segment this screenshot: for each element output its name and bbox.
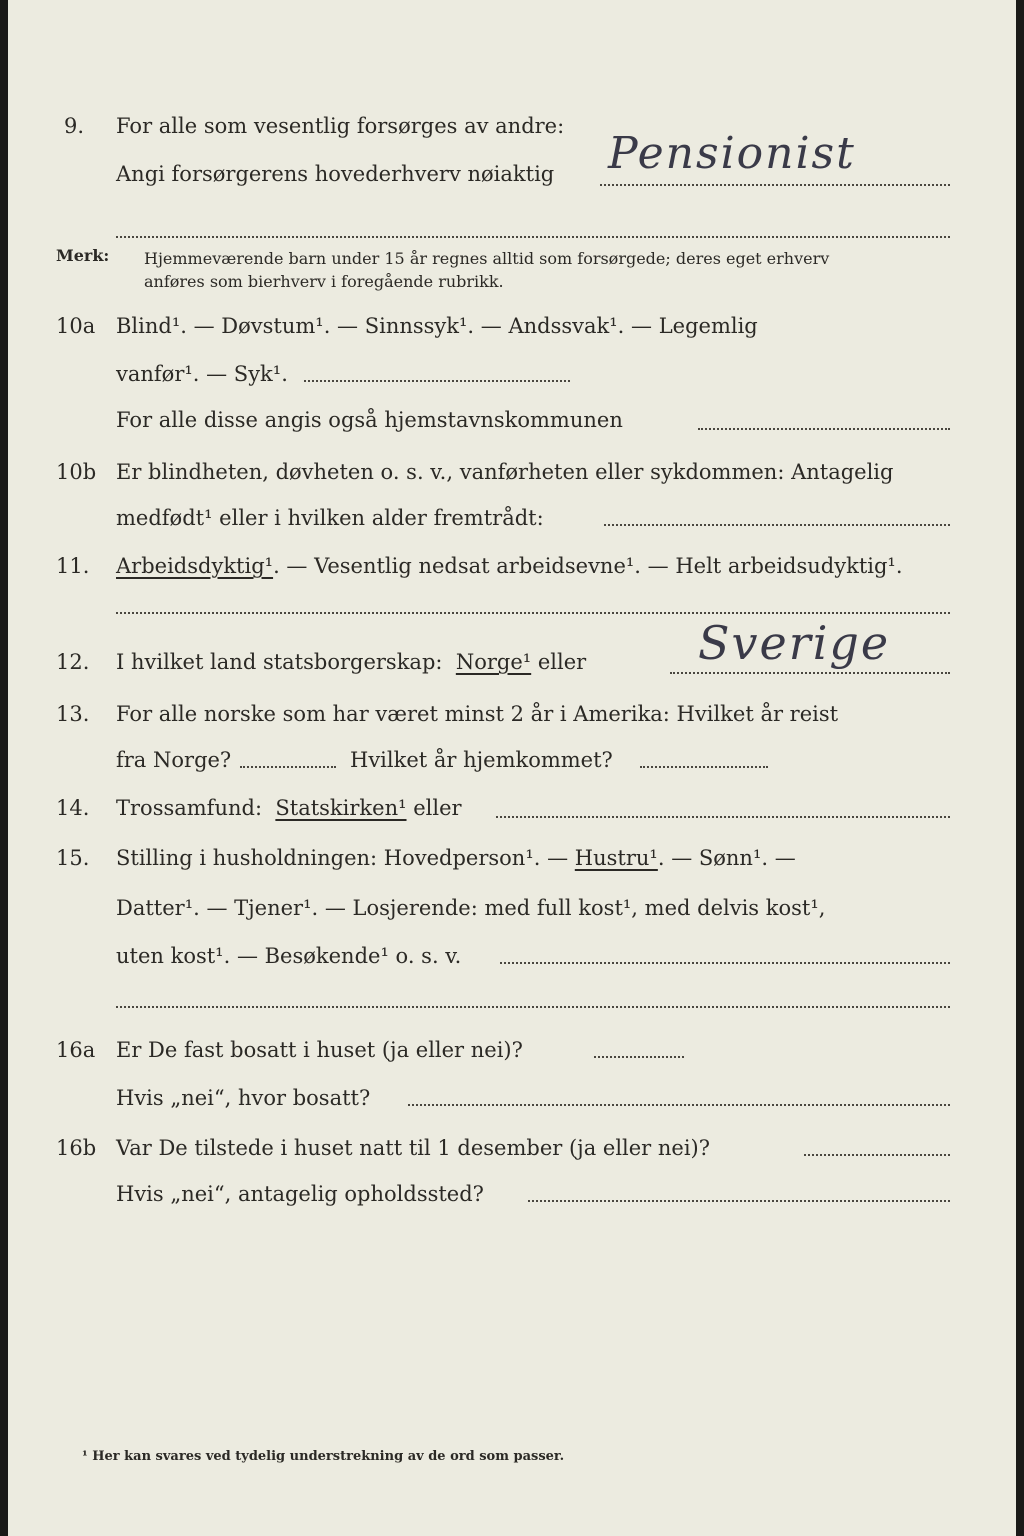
q16a-number: 16a: [56, 1038, 96, 1062]
q13-line2b: Hvilket år hjemkommet?: [350, 748, 613, 772]
q16b-line2-blank: [528, 1200, 950, 1202]
q12-question: I hvilket land statsborgerskap:: [116, 650, 443, 674]
footnote: ¹ Her kan svares ved tydelig understrekning av de ord som passer.: [82, 1449, 565, 1464]
merk-label: Merk:: [56, 246, 110, 265]
q14-text: [116, 798, 462, 819]
q9-line2: Angi forsørgerens hovederhverv nøiaktig: [116, 162, 555, 186]
q16b-line1: Var De tilstede i huset natt til 1 desember (ja eller nei)?: [116, 1136, 711, 1160]
q12-underlined-option: Norge¹: [455, 650, 532, 674]
q10b-blank: [604, 524, 950, 526]
q9-answer-line: [600, 184, 950, 186]
merk-line2: anføres som bierhverv i foregående rubrikk.: [144, 272, 504, 291]
q10a-line3-blank: [698, 428, 950, 430]
q15-number: 15.: [56, 846, 90, 870]
q11-blank-line: [116, 612, 950, 614]
q10b-number: 10b: [56, 460, 97, 484]
q9-blank-line: [116, 236, 950, 238]
q9-number: 9.: [64, 114, 85, 138]
q15-line1b: . — Sønn¹. —: [657, 846, 796, 870]
q11-number: 11.: [56, 554, 90, 578]
q14-question: Trossamfund:: [116, 796, 263, 820]
q15-blank: [500, 962, 950, 964]
q14-after: eller: [413, 796, 462, 820]
q13-line1: For alle norske som har været minst 2 år i Amerika: Hvilket år reist: [116, 702, 839, 726]
q12-answer-line: [670, 672, 950, 674]
q15-blank-line: [116, 1006, 950, 1008]
q16a-line2: Hvis „nei“, hvor bosatt?: [116, 1086, 371, 1110]
q10a-line2: vanfør¹. — Syk¹.: [116, 362, 288, 386]
q10a-line1: Blind¹. — Døvstum¹. — Sinnssyk¹. — Andssvak¹. — Legemlig: [116, 314, 758, 338]
q15-underlined-option: Hustru¹: [574, 846, 658, 870]
q16a-line1-blank: [594, 1056, 684, 1058]
q10a-line3: For alle disse angis også hjemstavnskommunen: [116, 408, 623, 432]
q16a-line1: Er De fast bosatt i huset (ja eller nei)?: [116, 1038, 523, 1062]
q9-line1: For alle som vesentlig forsørges av andre:: [116, 114, 565, 138]
q12-handwritten-answer: Sverige: [698, 616, 891, 670]
q16b-line2: Hvis „nei“, antagelig opholdssted?: [116, 1182, 484, 1206]
q16b-number: 16b: [56, 1136, 97, 1160]
q11-underlined-option: Arbeidsdyktig¹: [116, 554, 274, 578]
q13-year-returned-blank: [640, 766, 768, 768]
q12-number: 12.: [56, 650, 90, 674]
q14-number: 14.: [56, 796, 90, 820]
census-form-page: [8, 0, 1016, 1536]
q15-line3: uten kost¹. — Besøkende¹ o. s. v.: [116, 944, 462, 968]
q11-text: [116, 556, 903, 577]
q9-handwritten-answer: Pensionist: [608, 128, 856, 179]
q12-text: [116, 652, 586, 673]
q16b-line1-blank: [804, 1154, 950, 1156]
q12-after: eller: [537, 650, 587, 674]
q13-year-left-blank: [240, 766, 336, 768]
q11-rest: . — Vesentlig nedsat arbeidsevne¹. — Helt arbeidsudyktig¹.: [273, 554, 903, 578]
q15-line1a: Stilling i husholdningen: Hovedperson¹. —: [116, 846, 569, 870]
q16a-line2-blank: [408, 1104, 950, 1106]
q15-line2: Datter¹. — Tjener¹. — Losjerende: med full kost¹, med delvis kost¹,: [116, 896, 826, 920]
q15-line1: [116, 848, 796, 869]
q13-line2a: fra Norge?: [116, 748, 232, 772]
q14-underlined-option: Statskirken¹: [275, 796, 407, 820]
q10b-line2: medfødt¹ eller i hvilken alder fremtrådt:: [116, 506, 544, 530]
q10a-number: 10a: [56, 314, 96, 338]
q10b-line1: Er blindheten, døvheten o. s. v., vanførheten eller sykdommen: Antagelig: [116, 460, 894, 484]
q14-blank: [496, 816, 950, 818]
merk-line1: Hjemmeværende barn under 15 år regnes alltid som forsørgede; deres eget erhverv: [144, 249, 830, 268]
q13-number: 13.: [56, 702, 90, 726]
q10a-line2-blank: [304, 380, 570, 382]
